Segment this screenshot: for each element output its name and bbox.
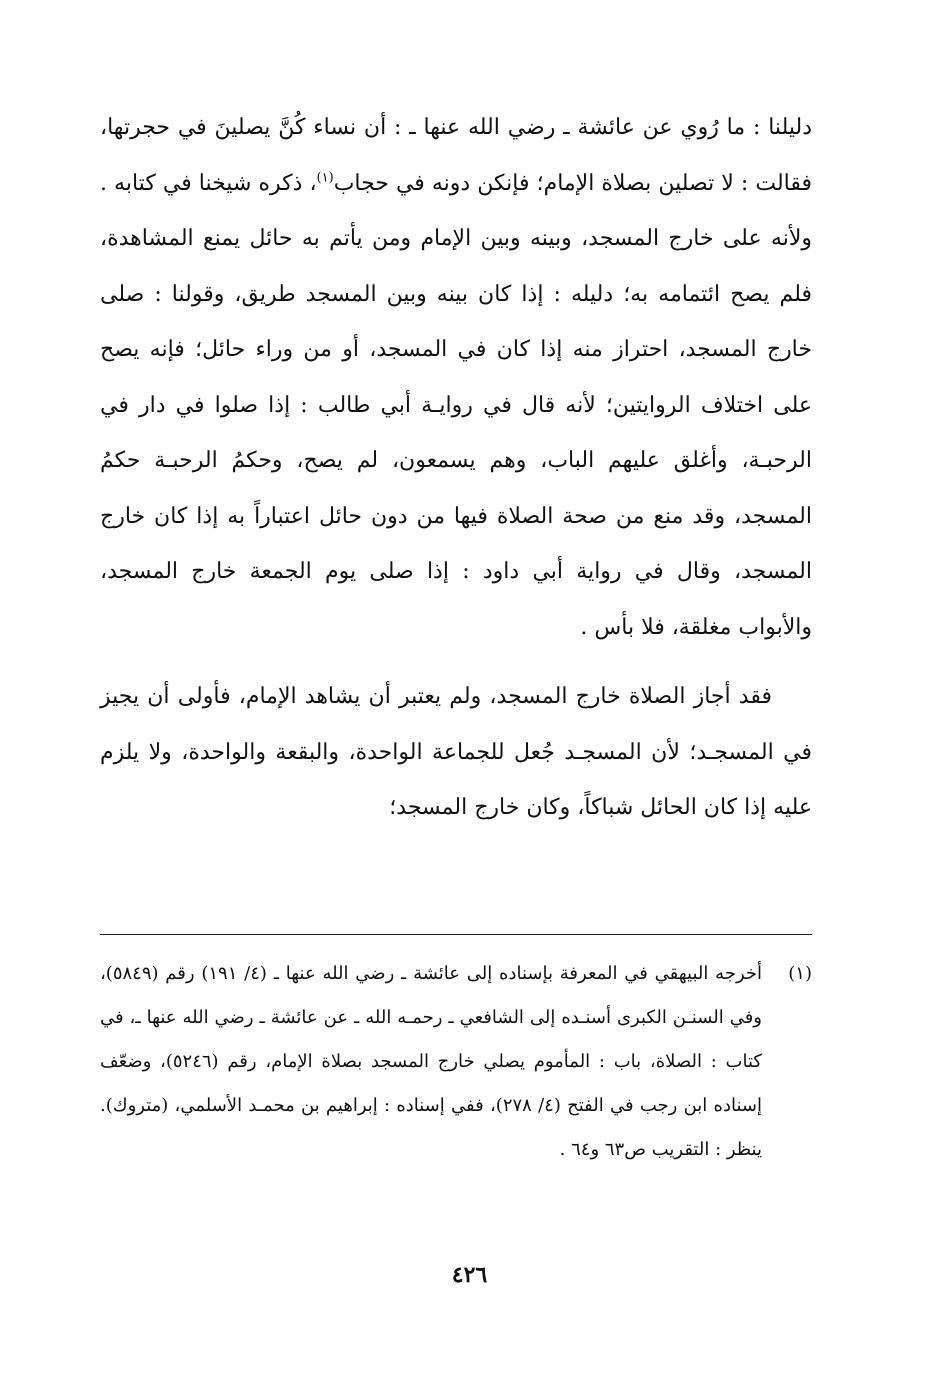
footnote [100, 952, 812, 1172]
footnote-number: (١) [788, 963, 812, 984]
paragraph-1 [100, 100, 812, 655]
paragraph-1-part-a: دليلنا : ما رُوي عن عائشة ـ رضي الله عنها ـ : أن نساء كُنَّ يصلينَ في حجرتها، فقالت : لا تصلين بصلاة الإمام؛ فإنكن دونه في حجاب [100, 115, 812, 196]
main-text [100, 100, 812, 836]
paragraph-2: فقد أجاز الصلاة خارج المسجد، ولم يعتبر أن يشاهد الإمام، فأولى أن يجيز في المسجـد؛ لأن المسجـد جُعل للجماعة الواحدة، والبقعة والواحدة، ولا يلزم عليه إذا كان الحائل شباكاً، وكان خارج المسجد؛ [100, 684, 812, 820]
footnote-text: أخرجه البيهقي في المعرفة بإسناده إلى عائشة ـ رضي الله عنها ـ (٤/ ١٩١) رقم (٥٨٤٩)، وفي السنـن الكبرى أسنـده إلى الشافعي ـ رحمـه الله ـ عن عائشة ـ رضي الله عنها ـ، في كتاب : الصلاة، باب : المأموم يصلي خارج المسجد بصلاة الإمام، رقم (٥٢٤٦)، وضعّف إسناده ابن رجب في الفتح (٤/ ٢٧٨)، ففي إسناده : إبراهيم بن محمـد الأسلمي، (متروك). ينظر : التقريب ص٦٣ و٦٤ . [100, 963, 763, 1160]
footnote-reference: (١) [316, 170, 334, 186]
page-number: ٤٢٦ [451, 1262, 488, 1288]
paragraph-1-part-b: ، ذكره شيخنا في كتابه . ولأنه على خارج المسجد، وبينه وبين الإمام ومن يأتم به حائل يمنع المشاهدة، فلم يصح ائتمامه به؛ دليله : إذا كان بينه وبين المسجد طريق، وقولنا : صلى خارج المسجد، احتراز منه إذا كان في المسجد، أو من وراء حائل؛ فإنه يصح على اختلاف الروايتين؛ لأنه قال في روايـة أبي طالب : إذا صلوا في دار في الرحبـة، وأغلق عليهم الباب، وهم يسمعون، لم يصح، وحكمُ الرحبـة حكمُ المسجد، وقد منع من صحة الصلاة فيها من دون حائل اعتباراً به إذا كان خارج المسجد، وقال في رواية أبي داود : إذا صلى يوم الجمعة خارج المسجد، والأبواب مغلقة، فلا بأس . [100, 170, 812, 640]
footnote-separator [100, 934, 812, 935]
